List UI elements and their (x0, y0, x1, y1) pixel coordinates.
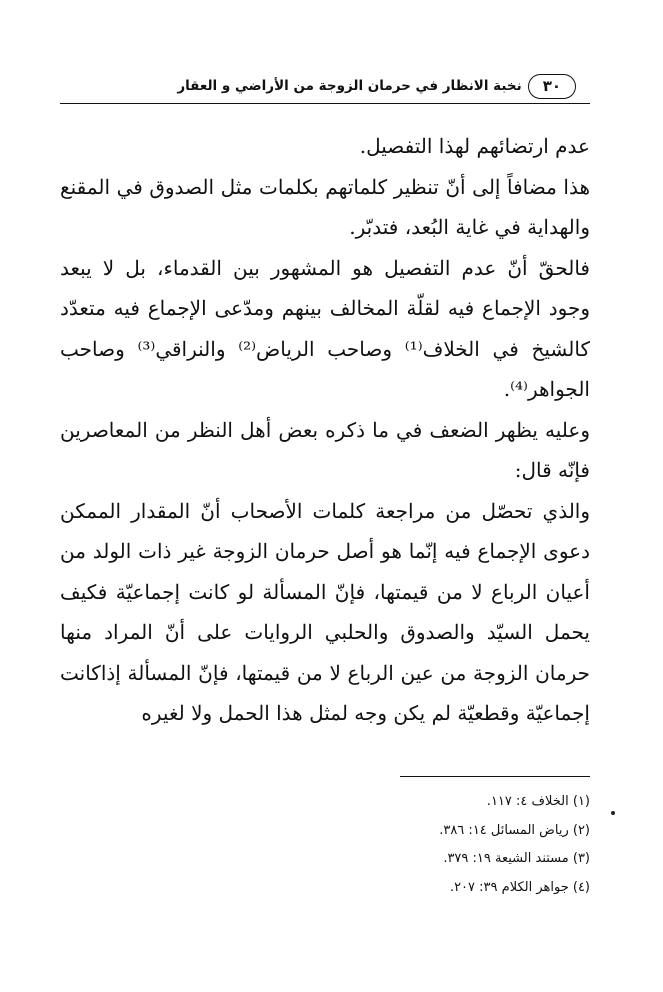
body-text (60, 126, 590, 734)
paragraph: هذا مضافاً إلى أنّ تنظير كلماتهم بكلمات مثل الصدوق في المقنع والهداية في غاية البُعد، فتدبّر. (60, 174, 590, 239)
paragraph: والذي تحصّل من مراجعة كلمات الأصحاب أنّ المقدار الممكن دعوى الإجماع فيه إنّما هو أصل حرمان الزوجة غير ذات الولد من أعيان الرباع لا من قيمتها، فإنّ المسألة لو كانت إجماعيّة فكيف يحمل السيّد والصدوق والحلبي الروايات على أنّ المراد منها حرمان الزوجة من عين الرباع لا من قيمتها، فإنّ المسألة إذاكانت إجماعيّة وقطعيّة لم يكن وجه لمثل هذا الحمل ولا لغيره (60, 498, 590, 725)
footnote: (١) الخلاف ٤: ١١٧. (486, 794, 590, 809)
footnote: (٣) مستند الشيعة ١٩: ٣٧٩. (443, 851, 590, 866)
footnote: (٤) جواهر الكلام ٣٩: ٢٠٧. (449, 879, 590, 895)
paragraph: عدم ارتضائهم لهذا التفصيل. (359, 134, 590, 158)
paragraph: فالحقّ أنّ عدم التفصيل هو المشهور بين القدماء، بل لا يبعد وجود الإجماع فيه لقلّة المخالف بينهم ومدّعى الإجماع فيه متعدّد كالشيخ في الخلاف⁽¹⁾ وصاحب الرياض⁽²⁾ والنراقي⁽³⁾ وصاحب الجواهر⁽⁴⁾. (60, 255, 590, 401)
footnote: (٢) رياض المسائل ١٤: ٣٨٦. (439, 822, 590, 838)
page-header (60, 66, 590, 106)
page-number: ٣٠ (528, 74, 576, 99)
footnotes (60, 788, 590, 902)
header-rule (60, 103, 590, 104)
paragraph: وعليه يظهر الضعف في ما ذكره بعض أهل النظر من المعاصرين فإنّه قال: (60, 417, 590, 482)
scan-speck (611, 811, 615, 815)
footnote-rule (400, 776, 590, 777)
running-title: نخبة الانظار في حرمان الزوجة من الأراضي و العقار (177, 78, 522, 94)
